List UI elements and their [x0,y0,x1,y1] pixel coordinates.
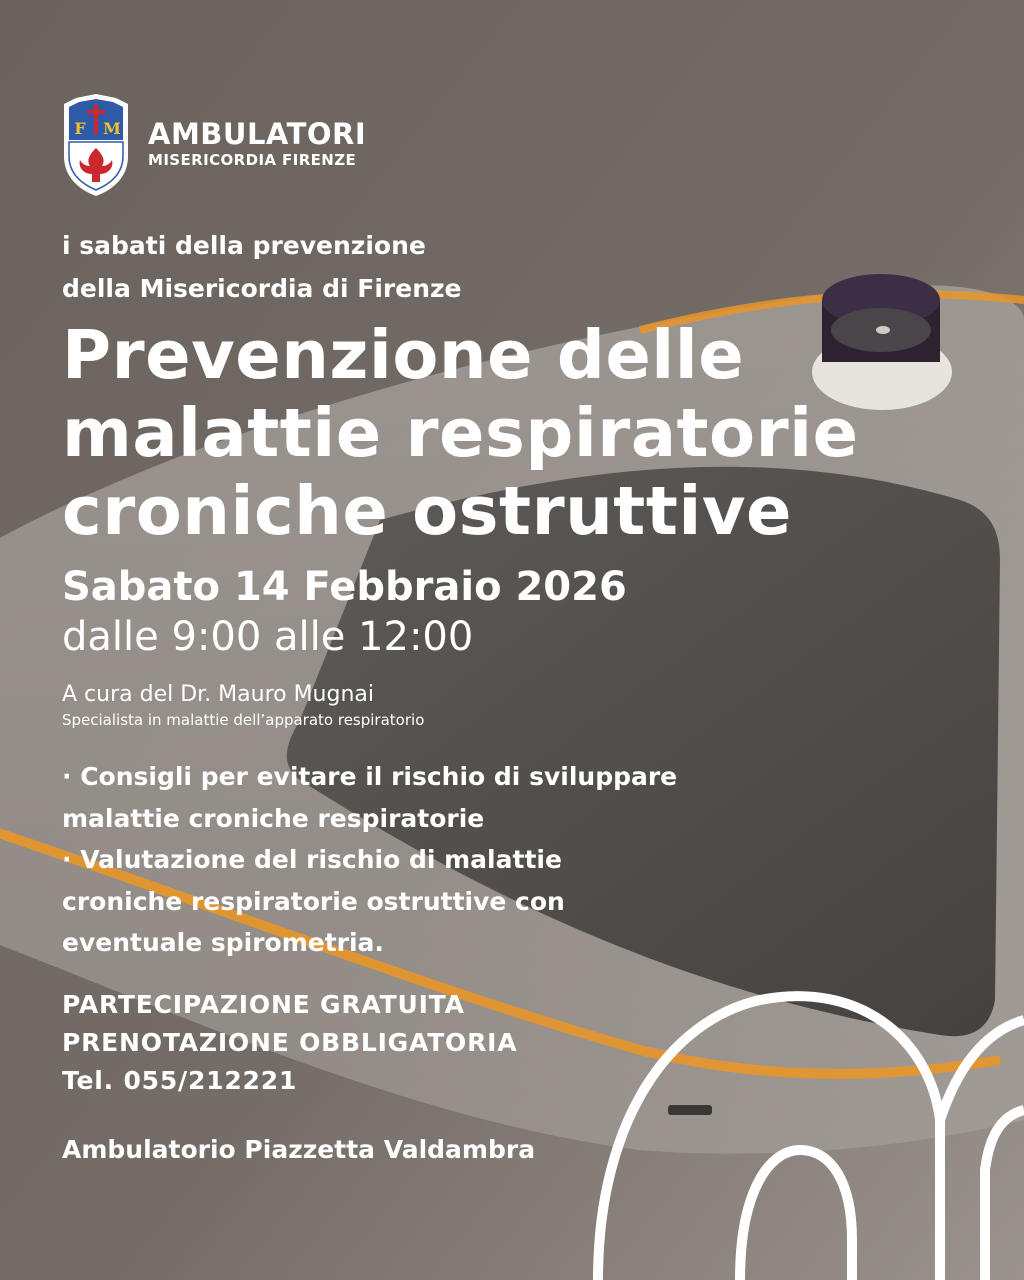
intro-line: i sabati della prevenzione [62,231,426,260]
free-participation: PARTECIPAZIONE GRATUITA [62,990,465,1019]
misericordia-crest-logo [60,94,132,196]
list-item [62,839,822,964]
doctor-specialty: Specialista in malattie dell’apparato respiratorio [62,711,425,729]
logo-letter-m: M [103,119,121,138]
event-time: dalle 9:00 alle 12:00 [62,614,474,660]
bullet-line: · Consigli per evitare il rischio di sviluppare [62,762,678,791]
bullet-line: eventuale spirometria. [62,928,384,957]
location: Ambulatorio Piazzetta Valdambra [62,1135,536,1164]
booking-info [62,986,682,1100]
headline-line: malattie respiratorie [62,394,859,472]
intro-line: della Misericordia di Firenze [62,274,462,303]
intro-text [62,224,682,310]
bullet-line: malattie croniche respiratorie [62,803,485,833]
brand-name: AMBULATORI [148,117,367,151]
bullet-line: croniche respiratorie ostruttive con [62,886,565,916]
list-item [62,756,822,839]
booking-required: PRENOTAZIONE OBBLIGATORIA [62,1028,518,1057]
event-headline [62,316,982,550]
bullet-line: · Valutazione del rischio di malattie [62,845,562,874]
phone-number: Tel. 055/212221 [62,1066,298,1095]
headline-line: Prevenzione delle [62,316,745,394]
event-date: Sabato 14 Febbraio 2026 [62,564,627,610]
logo-letter-f: F [74,119,86,138]
service-list [62,756,822,964]
doctor-curator: A cura del Dr. Mauro Mugnai [62,682,375,707]
headline-line: croniche ostruttive [62,472,792,550]
brand-subtitle: MISERICORDIA FIRENZE [148,151,357,169]
